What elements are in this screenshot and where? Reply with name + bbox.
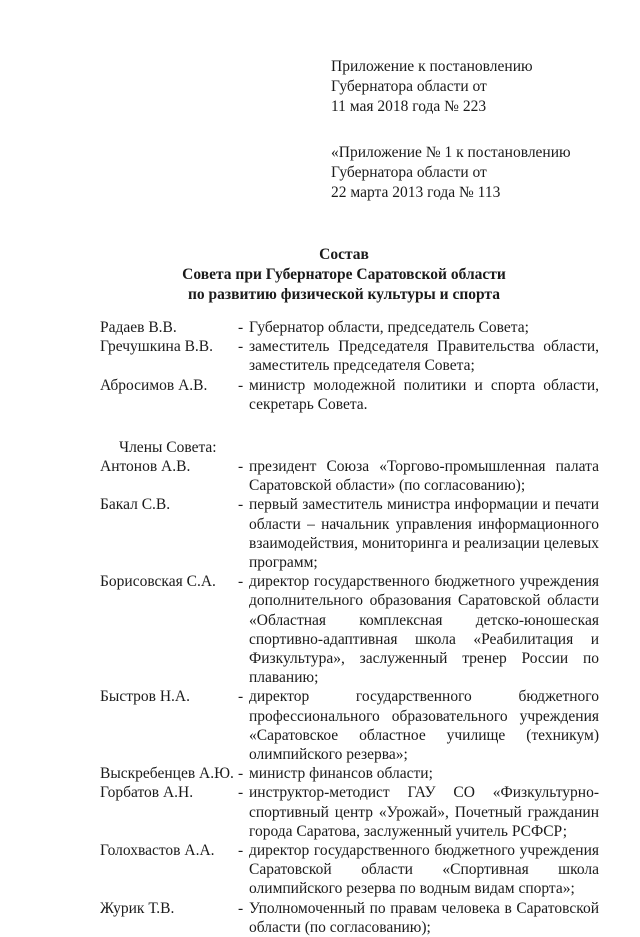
member-row — [0, 495, 640, 572]
document-title — [0, 245, 640, 305]
member-position: директор государственного бюджетного профессионального образовательного учреждения «Саратовское областное училище (техникум) олимпийского резерва»; — [249, 688, 599, 764]
stamp-line: Приложение к постановлению — [331, 58, 533, 75]
member-position: Губернатор области, председатель Совета; — [249, 319, 529, 336]
dash-separator: - — [238, 899, 244, 917]
member-name: Журик Т.В. — [100, 899, 175, 917]
member-row — [0, 899, 640, 937]
member-position: президент Союза «Торгово-промышленная палата Саратовской области» (по согласованию); — [249, 458, 599, 495]
dash-separator: - — [238, 765, 244, 783]
dash-separator: - — [238, 458, 244, 476]
member-position: инструктор-методист ГАУ СО «Физкультурно-спортивный центр «Урожай», Почетный гражданин города Саратова, заслуженный учитель РСФСР; — [249, 784, 599, 840]
appendix-stamp-original — [331, 143, 571, 203]
member-row — [0, 318, 640, 337]
member-row — [0, 764, 640, 783]
member-position: министр молодежной политики и спорта области, секретарь Совета. — [249, 376, 599, 413]
stamp-line: 11 мая 2018 года № 223 — [331, 98, 487, 115]
member-name: Бакал С.В. — [100, 496, 171, 514]
member-name: Гречушкина В.В. — [100, 338, 214, 356]
member-name: Абросимов А.В. — [100, 376, 208, 394]
member-name: Быстров Н.А. — [100, 688, 190, 706]
dash-separator: - — [238, 319, 244, 336]
member-position: директор государственного бюджетного учреждения Саратовской области «Спортивная школа олимпийского резерва по водным видам спорта»; — [249, 842, 599, 898]
member-name: Радаев В.В. — [100, 319, 177, 336]
dash-separator: - — [238, 784, 244, 802]
member-name: Антонов А.В. — [100, 458, 191, 476]
dash-separator: - — [238, 688, 244, 706]
members-heading: Члены Совета: — [119, 439, 217, 457]
appendix-stamp-current — [331, 57, 533, 117]
dash-separator: - — [238, 376, 244, 394]
member-row — [0, 457, 640, 495]
dash-separator: - — [238, 573, 244, 591]
member-row — [0, 572, 640, 687]
stamp-line: Губернатора области от — [331, 78, 487, 95]
stamp-line: Губернатора области от — [331, 164, 487, 181]
member-row — [0, 337, 640, 375]
member-name: Голохвастов А.А. — [100, 842, 215, 860]
member-position: первый заместитель министра информации и печати области – начальник управления информационного взаимодействия, мониторинга и реализации целевых программ; — [249, 496, 599, 572]
member-name: Борисовская С.А. — [100, 573, 216, 591]
member-row — [0, 687, 640, 764]
member-name: Выскребенцев А.Ю. — [100, 765, 234, 783]
member-row — [0, 376, 640, 414]
dash-separator: - — [238, 496, 244, 514]
stamp-line: «Приложение № 1 к постановлению — [331, 144, 571, 161]
member-position: директор государственного бюджетного учреждения дополнительного образования Саратовской области «Областная комплексная детско-юношеская спортивно-адаптивная школа «Реабилитация и Физкультура», заслуженный тренер России по плаванию; — [249, 573, 599, 687]
stamp-line: 22 марта 2013 года № 113 — [331, 184, 501, 201]
member-position: Уполномоченный по правам человека в Саратовской области (по согласованию); — [249, 899, 599, 936]
member-position: заместитель Председателя Правительства области, заместитель председателя Совета; — [249, 338, 599, 375]
dash-separator: - — [238, 842, 244, 860]
member-position: министр финансов области; — [249, 765, 433, 783]
member-row — [0, 783, 640, 841]
council-composition-list — [0, 318, 640, 937]
member-name: Горбатов А.Н. — [100, 784, 194, 802]
title-line: по развитию физической культуры и спорта — [188, 286, 500, 303]
title-line: Совета при Губернаторе Саратовской области — [182, 266, 506, 283]
title-line: Состав — [319, 246, 369, 263]
member-row — [0, 841, 640, 899]
dash-separator: - — [238, 338, 244, 356]
